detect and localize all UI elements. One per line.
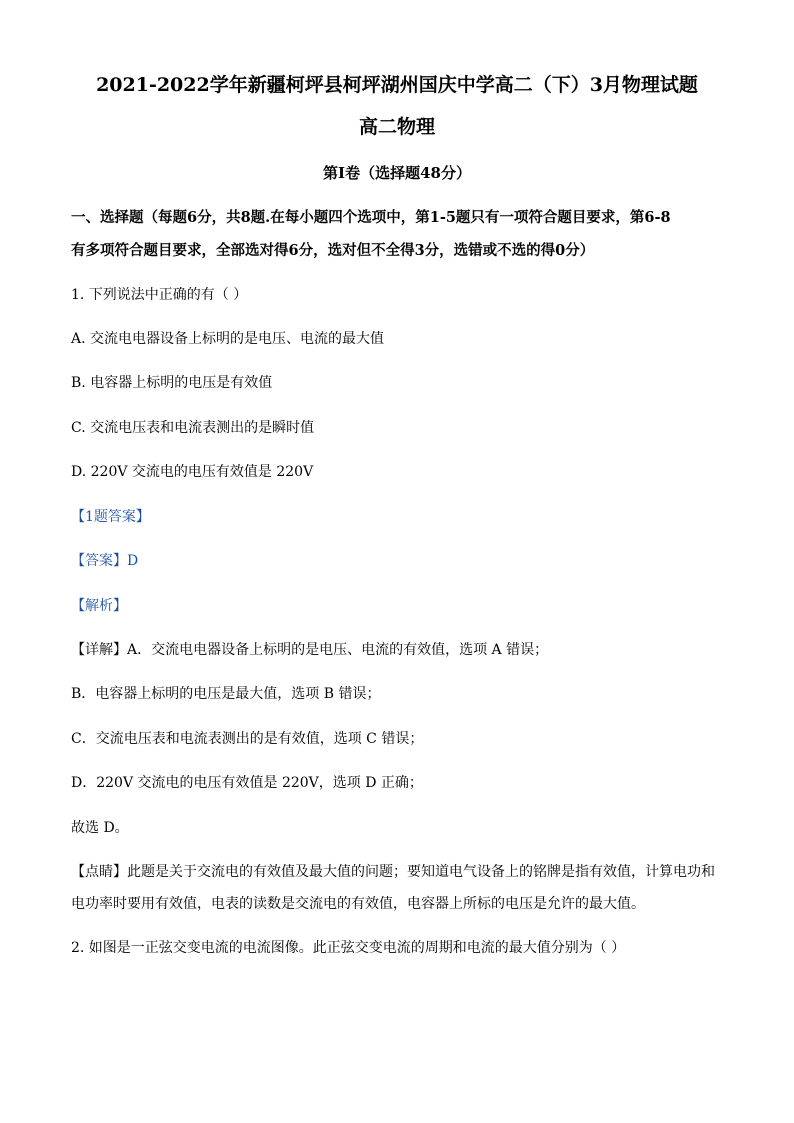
exam-title: 2021-2022学年新疆柯坪县柯坪湖州国庆中学高二（下）3月物理试题 [96, 74, 698, 96]
detail-line-5: 故选 D。 [71, 820, 129, 836]
question-1-option-c: C. 交流电压表和电流表测出的是瞬时值 [71, 420, 315, 436]
detail-line-2: B．电容器上标明的电压是最大值，选项 B 错误； [71, 686, 381, 702]
question-2-stem: 2. 如图是一正弦交变电流的电流图像。此正弦交变电流的周期和电流的最大值分别为（ ） [71, 940, 626, 956]
answer-heading: 【1题答案】 [71, 509, 150, 525]
detail-line-3: C．交流电压表和电流表测出的是有效值，选项 C 错误； [71, 731, 424, 747]
section-heading: 第I卷（选择题48分） [323, 164, 471, 182]
instructions-line-1: 一、选择题（每题6分，共8题.在每小题四个选项中，第1-5题只有一项符合题目要求，第6-8 [71, 209, 671, 226]
detail-line-1: 【详解】A．交流电电器设备上标明的是电压、电流的有效值，选项 A 错误； [71, 642, 549, 658]
analysis-heading: 【解析】 [71, 598, 127, 614]
comment-line-1: 【点睛】此题是关于交流电的有效值及最大值的问题；要知道电气设备上的铭牌是指有效值，计算电功和 [71, 864, 715, 880]
detail-line-4: D．220V 交流电的电压有效值是 220V，选项 D 正确； [71, 775, 423, 791]
question-1-option-d: D. 220V 交流电的电压有效值是 220V [71, 464, 314, 480]
answer: 【答案】D [71, 553, 139, 569]
question-1-option-b: B. 电容器上标明的电压是有效值 [71, 375, 273, 391]
instructions-line-2: 有多项符合题目要求，全部选对得6分，选对但不全得3分，选错或不选的得0分） [71, 242, 595, 259]
exam-subtitle: 高二物理 [358, 116, 435, 138]
comment-line-2: 电功率时要用有效值，电表的读数是交流电的有效值，电容器上所标的电压是允许的最大值。 [71, 896, 645, 912]
question-1-option-a: A. 交流电电器设备上标明的是电压、电流的最大值 [71, 331, 385, 347]
question-1-stem: 1. 下列说法中正确的有（ ） [71, 287, 248, 303]
